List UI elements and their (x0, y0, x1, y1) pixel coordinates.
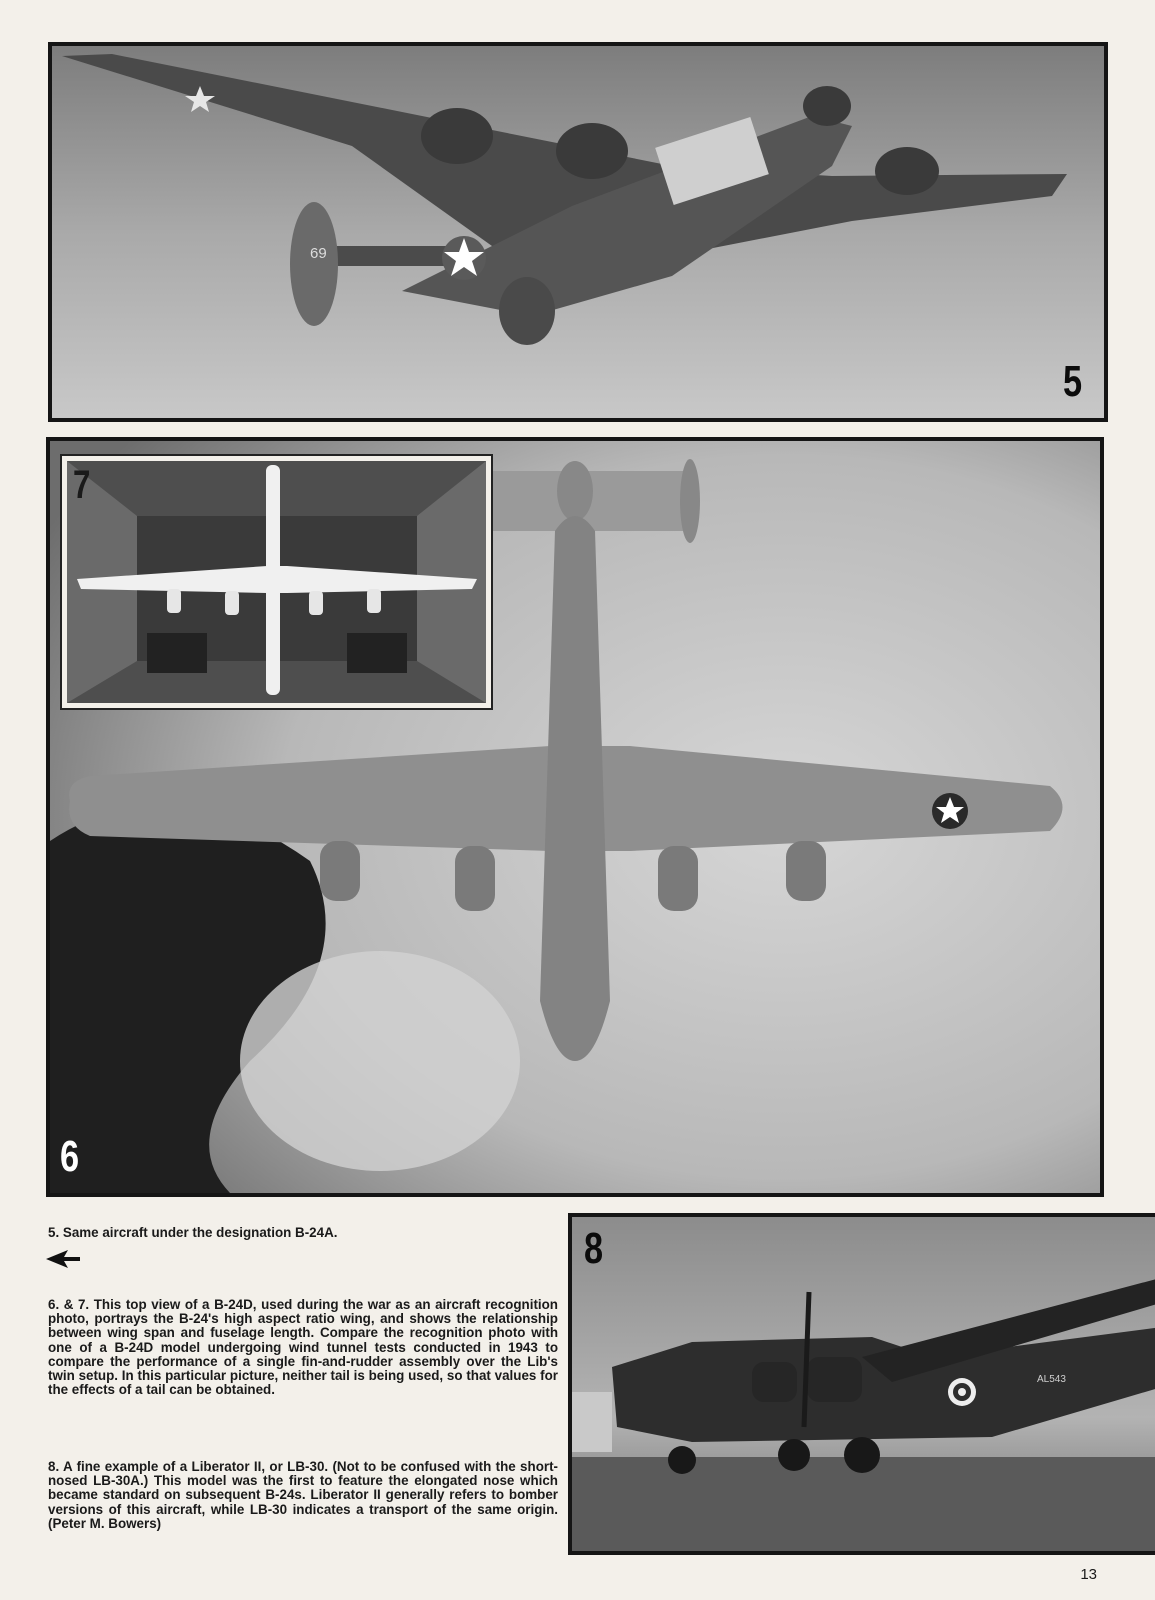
caption-5: 5. Same aircraft under the designation B-24A. (48, 1225, 338, 1240)
fuselage-code: AL543 (1037, 1374, 1066, 1385)
arrow-left-icon (46, 1248, 80, 1270)
photo-7-number: 7 (73, 463, 90, 507)
photo-6-number: 6 (60, 1132, 79, 1181)
photo-8-number: 8 (584, 1224, 603, 1273)
photo-7-image (67, 461, 486, 703)
photo-8-image (572, 1217, 1155, 1551)
photo-7 (62, 456, 491, 708)
caption-6-7: 6. & 7. This top view of a B-24D, used during the war as an aircraft recognition photo, portrays the B-24's high aspect ratio wing, and shows the relationship between wing span and fuselage length. Compare the recognition photo with one of a B-24D model undergoing wind tunnel tests conducted in 1943 to compare the performance of a single fin-and-rudder assembly over the Lib's twin setup. In this particular picture, neither tail is being used, so that values for the effects of a tail can be obtained. (48, 1297, 558, 1398)
tail-code: 69 (310, 245, 327, 262)
page-number: 13 (1080, 1566, 1097, 1583)
photo-5 (48, 42, 1108, 422)
photo-5-number: 5 (1062, 357, 1081, 406)
photo-5-image (52, 46, 1104, 418)
caption-8: 8. A fine example of a Liberator II, or LB-30. (Not to be confused with the short-nosed LB-30A.) This model was the first to feature the elongated nose which became standard on subsequent B-24s. Liberator II generally refers to bomber versions of this aircraft, while LB-30 indicates a transport of the same origin. (Peter M. Bowers) (48, 1459, 558, 1531)
photo-8 (568, 1213, 1155, 1555)
